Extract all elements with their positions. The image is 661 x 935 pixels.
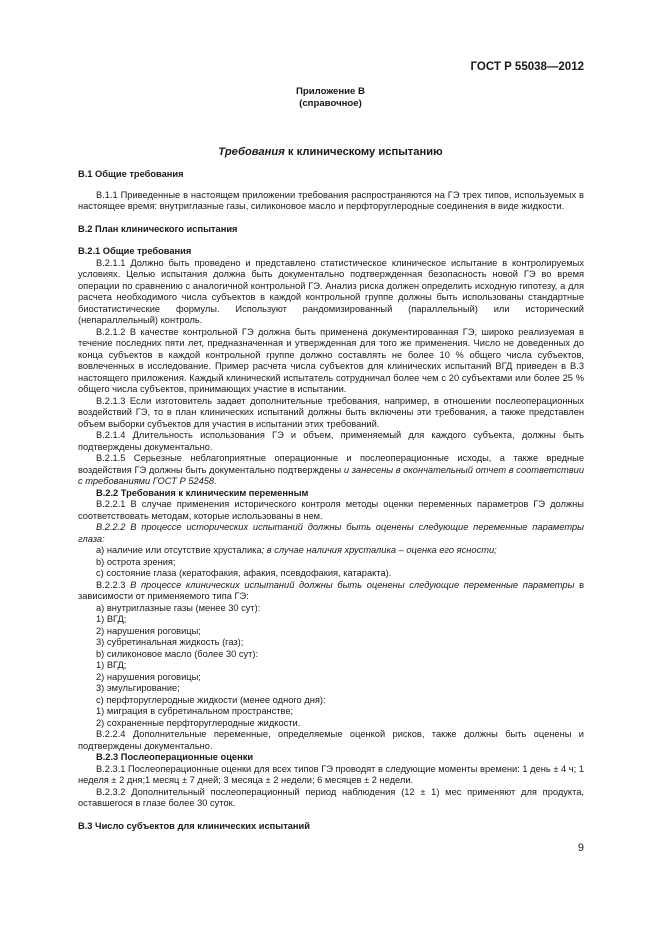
text: В.2.1.5 Серьезные неблагоприятные операционные и послеоперационные исходы, а также вредные воздействия ГЭ должны быть документально подтверждены [78, 453, 584, 475]
list-item: b) силиконовое масло (более 30 сут): [96, 648, 259, 659]
paragraph: В.2.1.2 В качестве контрольной ГЭ должна быть применена документированная ГЭ, широко реализуемая в течение последних пяти лет, предназначенная и утвержденная для того же применения. Число не доведенных до конца субъектов в каждой контрольной группе должно составлять не более 10 % общего числа субъектов, вовлеченных в исследование. Пример расчета числа субъектов для клинических испытаний ВГД приведен в В.3 настоящего приложения. Каждый клинический испытатель сотрудничал более чем с 20 субъектами или более 25 % общего числа субъектов, принимающих участие в испытании. [78, 326, 584, 394]
text-italic: и занесены в окончательный отчет в соответствии с требованиями ГОСТ Р 52458. [78, 464, 584, 486]
text-italic: В.2.2.2 В процессе исторических испытаний должны быть оценены следующие переменные параметры глаза: [78, 522, 584, 544]
text: В.2.2.3 [96, 579, 131, 590]
section-b3 [78, 821, 584, 833]
text-italic: В процессе клинических испытаний должны быть оценены следующие переменные параметры [130, 579, 575, 590]
list-item: 1) миграция в субретинальном пространстве; [96, 706, 294, 716]
paragraph: В.2.2.4 Дополнительные переменные, определяемые оценкой рисков, также должны быть оценены и подтверждены документально. [78, 729, 584, 751]
paragraph: В.2.1.4 Длительность использования ГЭ и объем, применяемый для каждого субъекта, должны быть подтверждены документально. [78, 430, 584, 452]
section-heading: В.3 Число субъектов для клинических испытаний [78, 820, 310, 831]
list-item: а) внутриглазные газы (менее 30 сут): [96, 602, 261, 613]
list-item: b) острота зрения; [96, 556, 176, 567]
section-heading: В.1 Общие требования [78, 169, 184, 179]
list-item: 3) субретинальная жидкость (газ); [96, 637, 244, 647]
document-code: ГОСТ Р 55038—2012 [470, 61, 584, 73]
title-italic: Требования [218, 146, 285, 158]
annex-type: (справочное) [299, 98, 362, 109]
list-item: 1) ВГД; [96, 614, 127, 624]
annex-label: Приложение В [296, 86, 365, 97]
text: в зависимости от применяемого типа ГЭ: [78, 579, 585, 601]
paragraph: В.2.2.1 В случае применения исторического контроля методы оценки переменных параметров ГЭ должны соответствовать методам, которые использованы в нем. [78, 499, 584, 521]
document-body [78, 169, 584, 855]
subsection-heading: В.2.1 Общие требования [78, 246, 192, 256]
text-italic: ; в случае наличия хрусталика – оценка его ясности; [261, 545, 497, 555]
subsection-heading: В.2.3 Послеоперационные оценки [96, 752, 254, 762]
list-item: 2) сохраненные перфторуглеродные жидкости. [96, 717, 301, 728]
paragraph: В.2.1.1 Должно быть проведено и представлено статистическое клиническое испытание в контролируемых условиях. Целью испытания должна быть документально подтвержденная безопасность новой ГЭ во время операции по сравнению с аналогичной контрольной ГЭ. Анализ риска должен определить исходную гипотезу, а для расчета необходимого числа субъектов в каждой контрольной группе должны быть использованы стандартные биостатистические формулы. Используют рандомизированный (параллельный) или исторический (непараллельный) контроль. [78, 257, 584, 325]
section-heading: В.2 План клинического испытания [78, 223, 238, 234]
text: а) наличие или отсутствие хрусталика [96, 545, 262, 555]
subsection-heading: В.2.2 Требования к клиническим переменным [96, 487, 309, 498]
paragraph: В.2.3.2 Дополнительный послеоперационный период наблюдения (12 ± 1) мес применяют для продукта, оставшегося в глазе более 30 суток. [78, 786, 584, 808]
section-b1 [78, 169, 584, 213]
paragraph [78, 580, 584, 603]
paragraph [78, 522, 584, 545]
paragraph: В.2.3.1 Послеоперационные оценки для всех типов ГЭ проводят в следующие моменты времени: 1 день ± 4 ч; 1 неделя ± 2 дня;1 месяц ± 7 дней; 3 месяца ± 2 недели; 6 месяцев ± 2 недели. [78, 763, 584, 785]
list-item: 1) ВГД; [96, 660, 127, 670]
list-item [78, 545, 584, 557]
list-item: с) состояние глаза (кератофакия, афакия, псевдофакия, катаракта). [96, 568, 392, 578]
title-rest: к клиническому испытанию [284, 146, 443, 158]
list-item: 3) эмульгирование; [96, 683, 180, 693]
list-item: 2) нарушения роговицы; [96, 625, 201, 636]
paragraph [78, 453, 584, 488]
list-item: с) перфторуглеродные жидкости (менее одного дня): [96, 694, 326, 705]
page-title [0, 146, 661, 158]
section-b2 [78, 224, 584, 810]
paragraph: В.1.1 Приведенные в настоящем приложении требования распространяются на ГЭ трех типов, используемых в настоящее время: внутриглазные газы, силиконовое масло и перфторуглеродные соединения в виде жидкости. [78, 189, 584, 211]
paragraph: В.2.1.3 Если изготовитель задает дополнительные требования, например, в отношении послеоперационных воздействий ГЭ, то в план клинических испытаний должны быть включены эти требования, а также представлен объем выборки субъектов для участия в испытании этих требований. [78, 395, 584, 429]
list-item: 2) нарушения роговицы; [96, 671, 201, 682]
page-number: 9 [577, 842, 584, 854]
